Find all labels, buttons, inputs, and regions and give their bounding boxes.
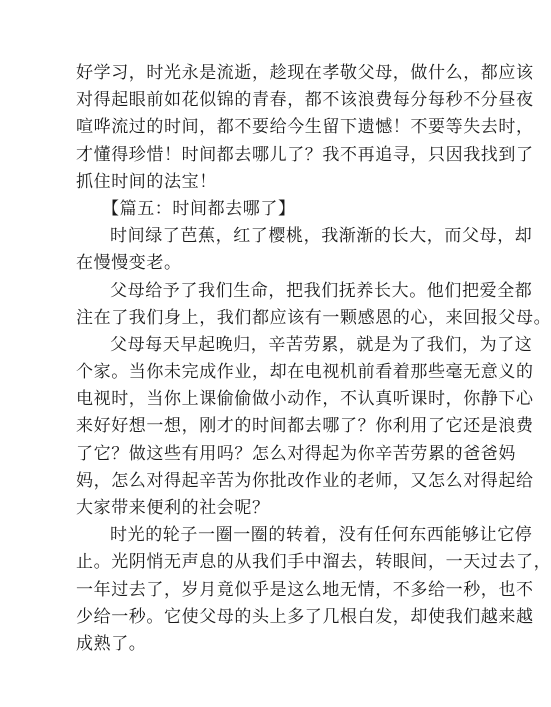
text-line: 对得起眼前如花似锦的青春，都不该浪费每分每秒不分昼夜 <box>76 90 534 111</box>
text-line: 一年过去了，岁月竟似乎是这么地无情，不多给一秒，也不 <box>76 579 534 600</box>
text-line: 止。光阴悄无声息的从我们手中溜去，转眼间，一天过去了， <box>76 552 551 573</box>
text-line: 时光的轮子一圈一圈的转着，没有任何东西能够让它停 <box>110 525 533 546</box>
text-line: 成熟了。 <box>76 633 147 654</box>
text-line: 父母给予了我们生命，把我们抚养长大。他们把爱全都 <box>110 280 533 301</box>
text-line: 少给一秒。它使父母的头上多了几根白发，却使我们越来越 <box>76 606 534 627</box>
paragraph-2 <box>76 278 551 332</box>
text-line: 大家带来便利的社会呢？ <box>76 498 270 518</box>
paragraph-1 <box>76 223 533 277</box>
continuation-paragraph <box>76 60 534 196</box>
text-line: 个家。当你未完成作业，却在电视机前看着那些毫无意义的 <box>76 362 534 383</box>
paragraph-4 <box>76 522 551 658</box>
section-title: 【篇五：时间都去哪了】 <box>102 198 296 219</box>
text-line: 妈，怎么对得起辛苦为你批改作业的老师，又怎么对得起给 <box>76 470 534 491</box>
text-line: 来好好想一想，刚才的时间都去哪了？你利用了它还是浪费 <box>76 416 534 437</box>
text-line: 在慢慢变老。 <box>76 253 182 274</box>
text-line: 了它？做这些有用吗？怎么对得起为你辛苦劳累的爸爸妈 <box>76 443 516 464</box>
text-line: 父母每天早起晚归，辛苦劳累，就是为了我们，为了这 <box>110 334 533 355</box>
document-body <box>76 60 551 658</box>
text-line: 时间绿了芭蕉，红了樱桃，我渐渐的长大，而父母，却 <box>110 226 533 247</box>
text-line: 电视时，当你上课偷偷做小动作，不认真听课时，你静下心 <box>76 389 534 410</box>
text-line: 注在了我们身上，我们都应该有一颗感恩的心，来回报父母。 <box>76 307 551 328</box>
text-line: 才懂得珍惜！时间都去哪儿了？我不再追寻，只因我找到了 <box>76 144 534 165</box>
paragraph-3 <box>76 332 534 522</box>
text-line: 好学习，时光永是流逝，趁现在孝敬父母，做什么，都应该 <box>76 63 534 83</box>
text-line: 喧哗流过的时间，都不要给今生留下遗憾！不要等失去时， <box>76 117 534 138</box>
text-line: 抓住时间的法宝！ <box>76 171 217 192</box>
